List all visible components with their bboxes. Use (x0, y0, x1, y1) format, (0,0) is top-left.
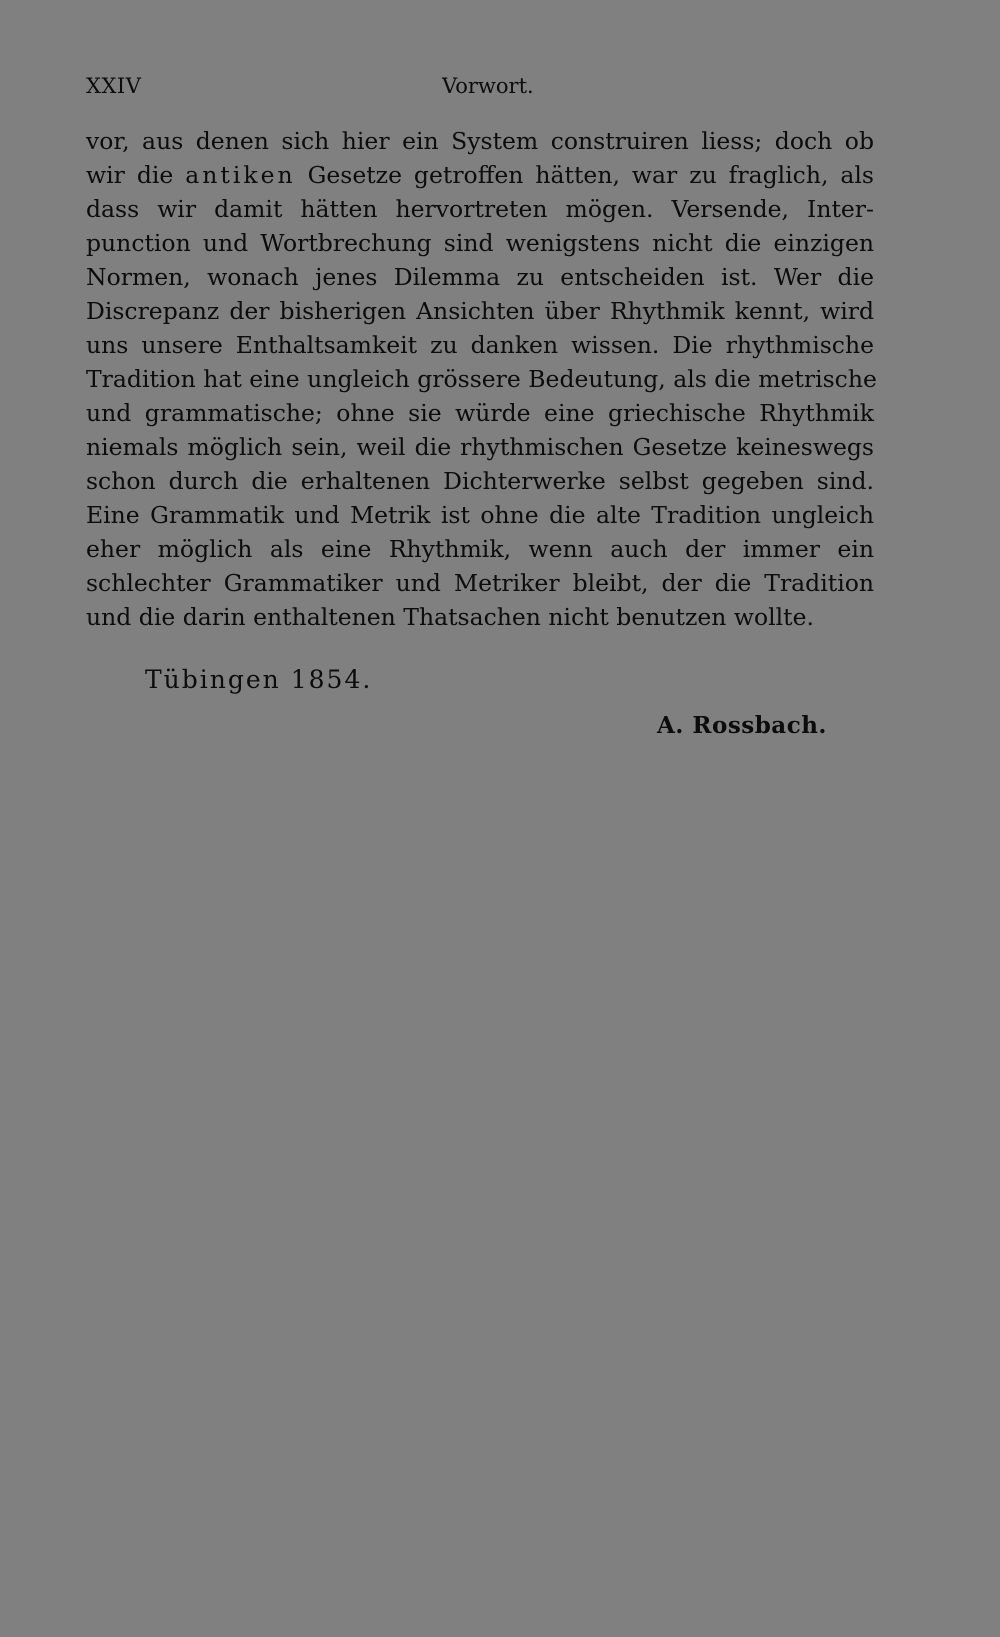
text-line: eher möglich als eine Rhythmik, wenn auch der immer ein (86, 535, 874, 563)
text-line: dass wir damit hätten hervortreten mögen. Versende, Inter- (86, 195, 874, 223)
author-signature: A. Rossbach. (657, 712, 827, 739)
text-segment: Gesetze getroffen hätten, war zu fraglich, als (295, 161, 874, 189)
text-line (86, 158, 874, 192)
text-line: niemals möglich sein, weil die rhythmischen Gesetze keineswegs (86, 433, 874, 461)
text-line: und grammatische; ohne sie würde eine griechische Rhythmik (86, 399, 874, 427)
text-line: Normen, wonach jenes Dilemma zu entscheiden ist. Wer die (86, 263, 874, 291)
text-line: und die darin enthaltenen Thatsachen nicht benutzen wollte. (86, 603, 814, 631)
running-head (86, 74, 874, 104)
text-line: Discrepanz der bisherigen Ansichten über Rhythmik kennt, wird (86, 297, 874, 325)
text-line: Tradition hat eine ungleich grössere Bedeutung, als die metrische (86, 365, 877, 393)
text-segment: wir die (86, 161, 186, 189)
emphasized-word: antiken (185, 161, 296, 189)
text-line: schon durch die erhaltenen Dichterwerke selbst gegeben sind. (86, 467, 874, 495)
text-line: vor, aus denen sich hier ein System construiren liess; doch ob (86, 127, 874, 155)
text-line: uns unsere Enthaltsamkeit zu danken wissen. Die rhythmische (86, 331, 874, 359)
text-line: Eine Grammatik und Metrik ist ohne die alte Tradition ungleich (86, 501, 874, 529)
page-number: XXIV (86, 74, 142, 98)
text-line: schlechter Grammatiker und Metriker bleibt, der die Tradition (86, 569, 874, 597)
place-date: Tübingen 1854. (145, 665, 373, 694)
preface-paragraph (86, 124, 877, 634)
text-line: punction und Wortbrechung sind wenigstens nicht die einzigen (86, 229, 874, 257)
running-title: Vorwort. (442, 74, 534, 98)
